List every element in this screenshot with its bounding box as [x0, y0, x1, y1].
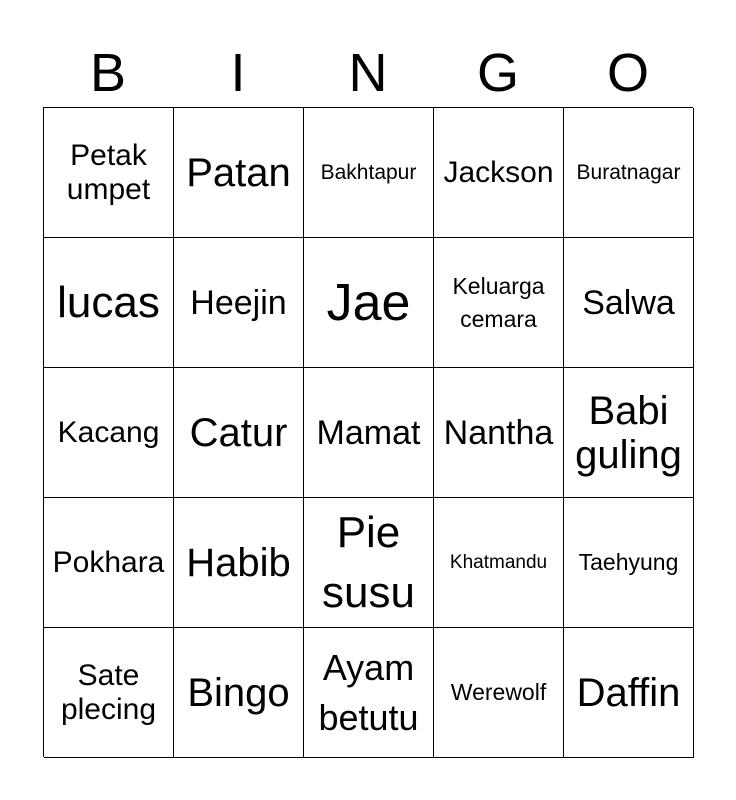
bingo-cell-text: Heejin	[190, 283, 287, 322]
bingo-cell-r4c1[interactable]	[44, 498, 174, 628]
bingo-cell-text: Nantha	[443, 413, 554, 452]
bingo-cell-text: Mamat	[316, 413, 421, 452]
bingo-cell-r1c4[interactable]	[434, 108, 564, 238]
bingo-cell-text: Bakhtapur	[320, 160, 417, 184]
bingo-cell-text: Catur	[189, 410, 288, 455]
bingo-cell-text: Keluarga cemara	[452, 272, 545, 332]
bingo-grid	[43, 107, 693, 757]
bingo-cell-text: Buratnagar	[576, 160, 681, 184]
bingo-cell-text: Pie susu	[322, 507, 415, 617]
header-letter-i: I	[230, 43, 246, 103]
bingo-cell-r3c5[interactable]	[564, 368, 694, 498]
bingo-cell-text: Patan	[186, 150, 291, 195]
bingo-cell-text: Jackson	[443, 155, 554, 189]
bingo-cell-text: Bingo	[187, 670, 290, 715]
bingo-header	[43, 40, 693, 106]
bingo-cell-text: Werewolf	[450, 679, 547, 705]
bingo-cell-text: Petak umpet	[66, 138, 151, 206]
bingo-cell-r3c2[interactable]	[174, 368, 304, 498]
bingo-cell-r3c1[interactable]	[44, 368, 174, 498]
header-letter-o: O	[606, 43, 649, 103]
bingo-cell-r4c4[interactable]	[434, 498, 564, 628]
bingo-cell-text: Khatmandu	[449, 551, 548, 573]
bingo-cell-text: Kacang	[57, 415, 160, 449]
bingo-cell-text: Jae	[326, 273, 411, 332]
bingo-cell-r4c5[interactable]	[564, 498, 694, 628]
bingo-cell-r2c3[interactable]	[304, 238, 434, 368]
bingo-cell-r5c4[interactable]	[434, 628, 564, 758]
bingo-cell-text: lucas	[57, 277, 160, 327]
bingo-cell-r2c1[interactable]	[44, 238, 174, 368]
bingo-cell-text: Salwa	[582, 283, 675, 322]
bingo-cell-r2c2[interactable]	[174, 238, 304, 368]
bingo-cell-text: Habib	[186, 540, 291, 585]
bingo-cell-text: Taehyung	[578, 549, 679, 575]
bingo-cell-r3c3[interactable]	[304, 368, 434, 498]
bingo-cell-r5c2[interactable]	[174, 628, 304, 758]
bingo-cell-text: Daffin	[576, 670, 681, 715]
bingo-cell-text: Babi guling	[575, 388, 682, 477]
bingo-cell-text: Ayam betutu	[318, 646, 419, 738]
bingo-cell-r1c1[interactable]	[44, 108, 174, 238]
bingo-cell-r1c3[interactable]	[304, 108, 434, 238]
bingo-cell-text: Pokhara	[52, 545, 165, 579]
bingo-cell-r1c2[interactable]	[174, 108, 304, 238]
bingo-cell-r1c5[interactable]	[564, 108, 694, 238]
bingo-cell-r2c4[interactable]	[434, 238, 564, 368]
header-letter-n: N	[348, 43, 388, 103]
bingo-cell-r3c4[interactable]	[434, 368, 564, 498]
bingo-cell-r4c2[interactable]	[174, 498, 304, 628]
header-letter-g: G	[476, 43, 519, 103]
header-letter-b: B	[89, 43, 127, 103]
bingo-cell-r5c3[interactable]	[304, 628, 434, 758]
bingo-cell-r5c1[interactable]	[44, 628, 174, 758]
bingo-cell-r4c3[interactable]	[304, 498, 434, 628]
bingo-cell-r2c5[interactable]	[564, 238, 694, 368]
bingo-cell-text: Sate plecing	[60, 658, 157, 726]
bingo-cell-r5c5[interactable]	[564, 628, 694, 758]
